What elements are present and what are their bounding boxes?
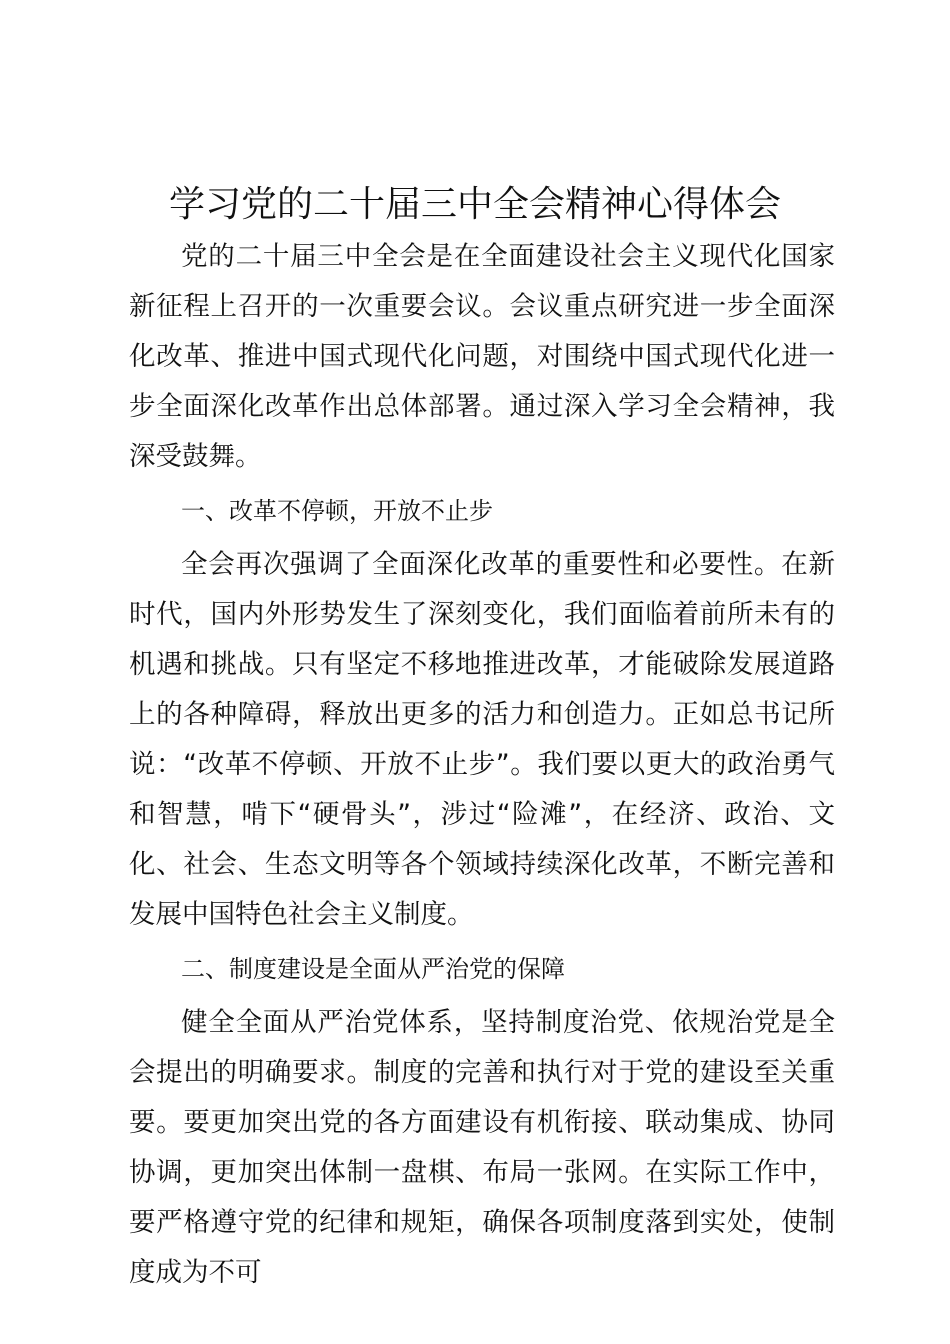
document-title: 学习党的二十届三中全会精神心得体会 [168,184,781,225]
document-body [129,232,835,1298]
section-paragraph-2: 健全全面从严治党体系，坚持制度治党、依规治党是全会提出的明确要求。制度的完善和执行对于党的建设至关重要。要更加突出党的各方面建设有机衔接、联动集成、协同协调，更加突出体制一盘棋、布局一张网。在实际工作中，要严格遵守党的纪律和规矩，确保各项制度落到实处，使制度成为不可 [129,1007,835,1288]
intro-paragraph: 党的二十届三中全会是在全面建设社会主义现代化国家新征程上召开的一次重要会议。会议重点研究进一步全面深化改革、推进中国式现代化问题，对围绕中国式现代化进一步全面深化改革作出总体部署。通过深入学习全会精神，我深受鼓舞。 [129,241,835,472]
section-paragraph-1: 全会再次强调了全面深化改革的重要性和必要性。在新时代，国内外形势发生了深刻变化，我们面临着前所未有的机遇和挑战。只有坚定不移地推进改革，才能破除发展道路上的各种障碍，释放出更多的活力和创造力。正如总书记所说：“改革不停顿、开放不止步”。我们要以更大的政治勇气和智慧，啃下“硬骨头”，涉过“险滩”，在经济、政治、文化、社会、生态文明等各个领域持续深化改革，不断完善和发展中国特色社会主义制度。 [129,549,835,930]
section-heading-1: 一、改革不停顿，开放不止步 [181,497,493,525]
section-heading-2: 二、制度建设是全面从严治党的保障 [181,955,565,983]
